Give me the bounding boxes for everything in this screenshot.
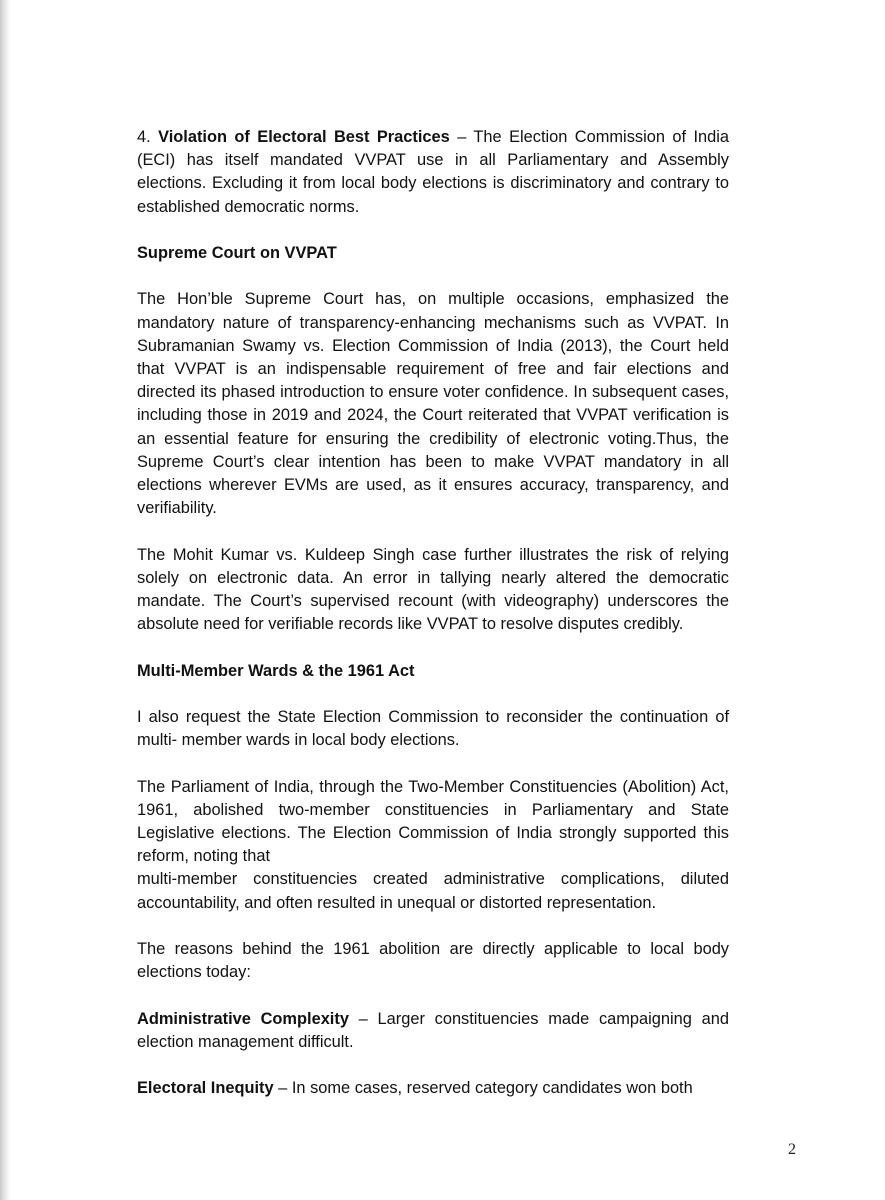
heading-multi-member-wards: Multi-Member Wards & the 1961 Act — [137, 661, 415, 680]
point-administrative-complexity — [137, 1008, 729, 1054]
point-admin-body: – Larger constituencies made campaigning and election management difficult. — [137, 1009, 729, 1051]
point-admin-title: Administrative Complexity — [137, 1009, 349, 1028]
point-4-number: 4. — [137, 128, 151, 146]
paragraph-supreme-court-2: The Mohit Kumar vs. Kuldeep Singh case further illustrates the risk of relying solely on electronic data. An error in tallying nearly altered the democratic mandate. The Court’s supervised recount (with videography) underscores the absolute need for verifiable records like VVPAT to resolve disputes credibly. — [137, 545, 729, 634]
point-inequity-body: – In some cases, reserved category candidates won both — [273, 1079, 693, 1098]
point-inequity-title: Electoral Inequity — [137, 1079, 274, 1098]
paragraph-parliament-1: The Parliament of India, through the Two-Member Constituencies (Abolition) Act, 1961, abolished two-member constituencies in Parliamentary and State Legislative elections. The Election Commission of India strongly supported this reform, noting that — [137, 777, 729, 866]
paragraph-parliament-2: multi-member constituencies created administrative complications, diluted accountability, and often resulted in unequal or distorted representation. — [137, 870, 729, 912]
paragraph-request: I also request the State Election Commission to reconsider the continuation of multi- member wards in local body elections. — [137, 708, 729, 750]
document-body — [137, 126, 729, 1100]
point-4-title: Violation of Electoral Best Practices — [158, 128, 450, 146]
page-number: 2 — [788, 1141, 796, 1158]
paragraph-supreme-court-1: The Hon’ble Supreme Court has, on multiple occasions, emphasized the mandatory nature of transparency-enhancing mechanisms such as VVPAT. In Subramanian Swamy vs. Election Commission of India (2013), the Court held that VVPAT is an indispensable requirement of free and fair elections and directed its phased introduction to ensure voter confidence. In subsequent cases, including those in 2019 and 2024, the Court reiterated that VVPAT verification is an essential feature for ensuring the credibility of electronic voting.Thus, the Supreme Court’s clear intention has been to make VVPAT mandatory in all elections wherever EVMs are used, as it ensures accuracy, transparency, and verifiability. — [137, 290, 729, 518]
point-electoral-inequity — [137, 1077, 729, 1100]
point-4-paragraph — [137, 126, 729, 219]
page-edge-shadow — [0, 0, 10, 1200]
paragraph-reasons: The reasons behind the 1961 abolition are directly applicable to local body elections today: — [137, 940, 729, 982]
point-4-body: – The Election Commission of India (ECI) has itself mandated VVPAT use in all Parliamentary and Assembly elections. Excluding it from local body elections is discriminatory and contrary to established democratic norms. — [137, 128, 729, 216]
heading-supreme-court: Supreme Court on VVPAT — [137, 244, 337, 262]
